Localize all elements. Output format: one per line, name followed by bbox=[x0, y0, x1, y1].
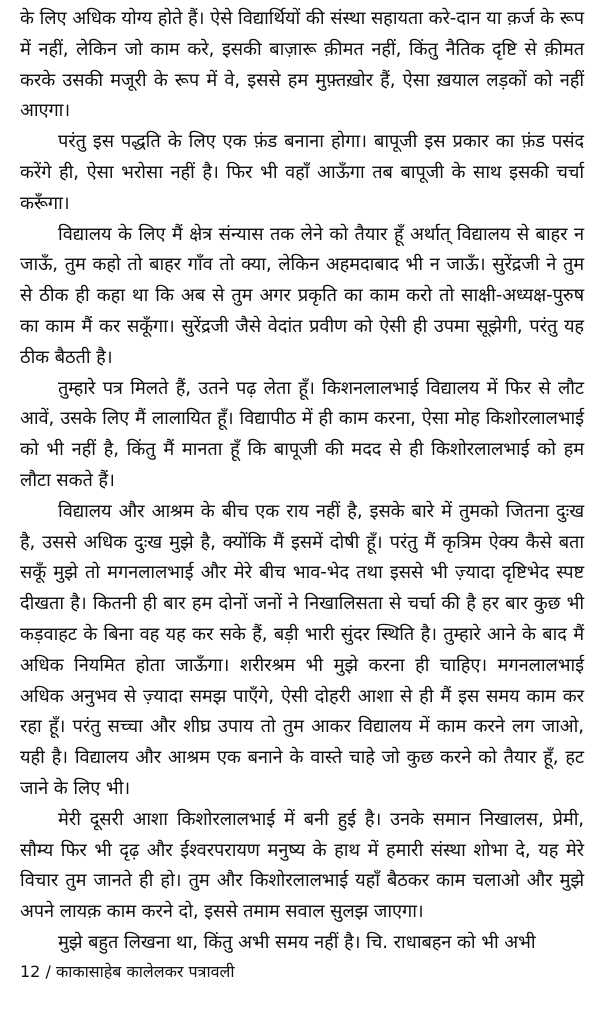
paragraph-3: विद्यालय के लिए मैं क्षेत्र संन्यास तक लेने को तैयार हूँ अर्थात् विद्यालय से बाहर न जाऊँ, तुम कहो तो बाहर गाँव तो क्या, लेकिन अहमदाबाद भी न जाऊँ। सुरेंद्रजी ने तुम से ठीक ही कहा था कि अब से तुम अगर प्रकृति का काम करो तो साक्षी-अध्यक्ष-पुरुष का काम मैं कर सकूँगा। सुरेंद्रजी जैसे वेदांत प्रवीण को ऐसी ही उपमा सूझेगी, परंतु यह ठीक बैठती है। bbox=[20, 223, 584, 368]
footer-separator: / bbox=[45, 962, 51, 981]
book-title: काकासाहेब कालेलकर पत्रावली bbox=[55, 962, 235, 981]
paragraph-2: परंतु इस पद्धति के लिए एक फ़ंड बनाना होगा। बापूजी इस प्रकार का फ़ंड पसंद करेंगे ही, ऐसा भरोसा नहीं है। फिर भी वहाँ आऊँगा तब बापूजी के साथ इसकी चर्चा करूँगा। bbox=[20, 131, 584, 214]
page-footer bbox=[20, 962, 234, 982]
paragraph-6: मेरी दूसरी आशा किशोरलालभाई में बनी हुई है। उनके समान निखालस, प्रेमी, सौम्य फिर भी दृढ़ और ईश्वरपरायण मनुष्य के हाथ में हमारी संस्था शोभा दे, यह मेरे विचार तुम जानते ही हो। तुम और किशोरलालभाई यहाँ बैठकर काम चलाओ और मुझे अपने लायक़ काम करने दो, इससे तमाम सवाल सुलझ जाएगा। bbox=[20, 808, 584, 923]
paragraph-1: के लिए अधिक योग्य होते हैं। ऐसे विद्यार्थियों की संस्था सहायता करे-दान या क़र्ज के रूप में नहीं, लेकिन जो काम करे, इसकी बाज़ारू क़ीमत नहीं, किंतु नैतिक दृष्टि से क़ीमत करके उसकी मजूरी के रूप में वे, इससे हम मुफ़्तख़ोर हैं, ऐसा ख़याल लड़कों को नहीं आएगा। bbox=[20, 8, 584, 122]
paragraph-7: मुझे बहुत लिखना था, किंतु अभी समय नहीं है। चि. राधाबहन को भी अभी bbox=[58, 931, 536, 953]
page-number: 12 bbox=[20, 962, 41, 981]
paragraph-5: विद्यालय और आश्रम के बीच एक राय नहीं है, इसके बारे में तुमको जितना दुःख है, उससे अधिक दुःख मुझे है, क्योंकि मैं इसमें दोषी हूँ। परंतु मैं कृत्रिम ऐक्य कैसे बता सकूँ मुझे तो मगनलालभाई और मेरे बीच भाव-भेद तथा इससे भी ज़्यादा दृष्टिभेद स्पष्ट दीखता है। कितनी ही बार हम दोनों जनों ने निखालिसता से चर्चा की है हर बार कुछ भी कड़वाहट के बिना वह यह कर सके हैं, बड़ी भारी सुंदर स्थिति है। तुम्हारे आने के बाद मैं अधिक नियमित होता जाऊँगा। शरीरश्रम भी मुझे करना ही चाहिए। मगनलालभाई अधिक अनुभव से ज़्यादा समझ पाएँगे, ऐसी दोहरी आशा से ही मैं इस समय काम कर रहा हूँ। परंतु सच्चा और शीघ्र उपाय तो तुम आकर विद्यालय में काम करने लग जाओ, यही है। विद्यालय और आश्रम एक बनाने के वास्ते चाहे जो कुछ करने को तैयार हूँ, हट जाने के लिए भी। bbox=[20, 500, 584, 799]
paragraph-4: तुम्हारे पत्र मिलते हैं, उतने पढ़ लेता हूँ। किशनलालभाई विद्यालय में फिर से लौट आवें, उसके लिए मैं लालायित हूँ। विद्यापीठ में ही काम करना, ऐसा मोह किशोरलालभाई को भी नहीं है, किंतु मैं मानता हूँ कि बापूजी की मदद से ही किशोरलालभाई को हम लौटा सकते हैं। bbox=[20, 377, 584, 491]
page-body bbox=[20, 4, 584, 959]
